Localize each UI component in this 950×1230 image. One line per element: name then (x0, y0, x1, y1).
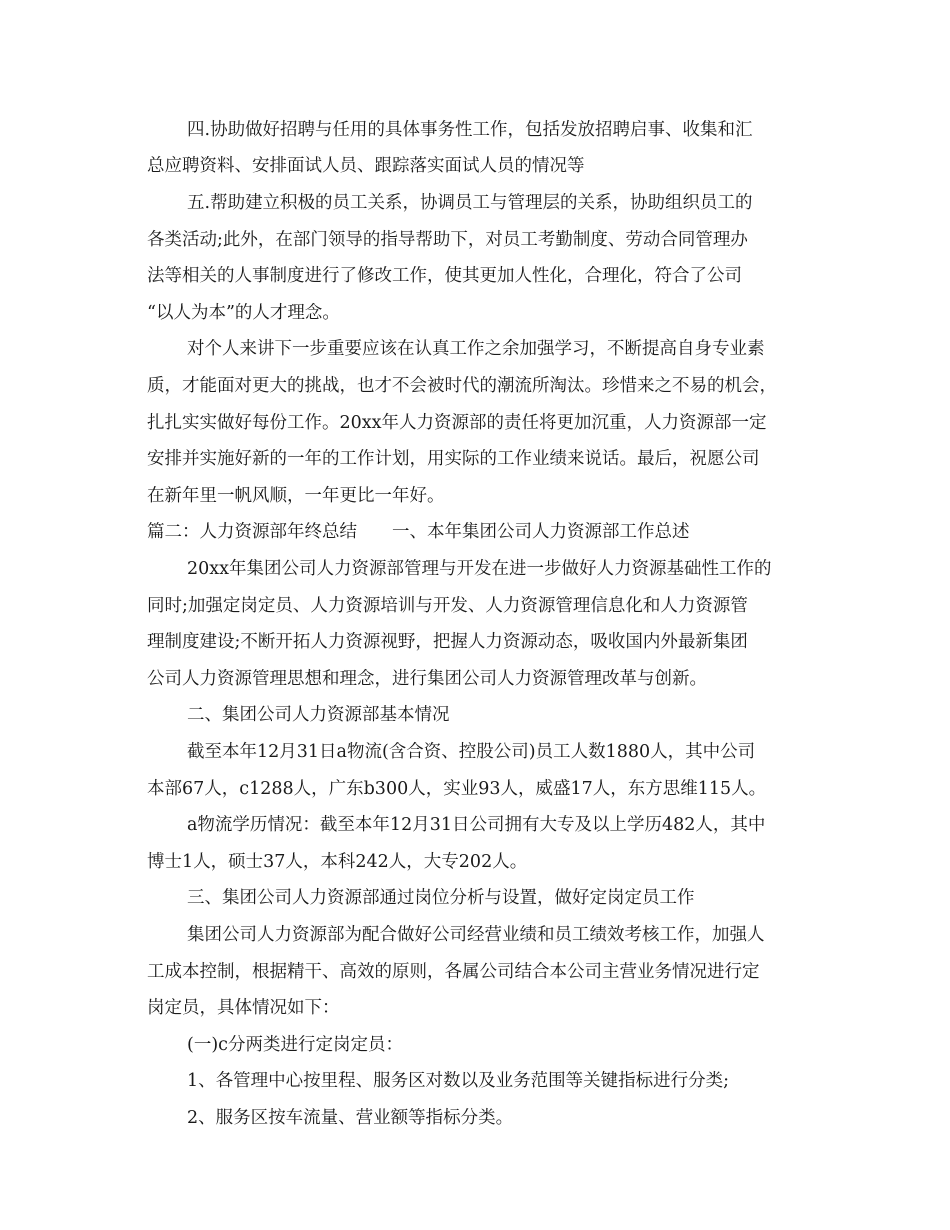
list-item-line: 1、各管理中心按里程、服务区对数以及业务范围等关键指标进行分类; (187, 1071, 730, 1091)
paragraph-line: 安排并实施好新的一年的工作计划，用实际的工作业绩来说话。最后，祝愿公司 (147, 449, 760, 469)
paragraph-line: 同时;加强定岗定员、人力资源培训与开发、人力资源管理信息化和人力资源管 (147, 596, 748, 616)
paragraph-line: 在新年里一帆风顺，一年更比一年好。 (147, 486, 445, 506)
paragraph-line: 20xx年集团公司人力资源部管理与开发在进一步做好人力资源基础性工作的 (187, 559, 772, 579)
paragraph-line: 理制度建设;不断开拓人力资源视野，把握人力资源动态，吸收国内外最新集团 (147, 632, 748, 652)
paragraph-line: 博士1人，硕士37人，本科242人，大专202人。 (147, 852, 528, 872)
paragraph-line: 公司人力资源管理思想和理念，进行集团公司人力资源管理改革与创新。 (147, 669, 707, 689)
paragraph-line: a物流学历情况：截至本年12月31日公司拥有大专及以上学历482人，其中 (187, 815, 766, 835)
section-heading-line: 二、集团公司人力资源部基本情况 (187, 705, 450, 725)
paragraph-line: 法等相关的人事制度进行了修改工作，使其更加人性化，合理化，符合了公司 (147, 266, 742, 286)
paragraph-line: 五.帮助建立积极的员工关系，协调员工与管理层的关系，协助组织员工的 (187, 193, 753, 213)
paragraph-line: 工成本控制，根据精干、高效的原则，各属公司结合本公司主营业务情况进行定 (147, 962, 760, 982)
paragraph-line: 截至本年12月31日a物流(含合资、控股公司)员工人数1880人，其中公司 (187, 742, 756, 762)
paragraph-line: 对个人来讲下一步重要应该在认真工作之余加强学习，不断提高自身专业素 (187, 339, 765, 359)
paragraph-line: 各类活动;此外，在部门领导的指导帮助下，对员工考勤制度、劳动合同管理办 (147, 230, 748, 250)
list-heading-line: (一)c分两类进行定岗定员： (187, 1035, 403, 1055)
paragraph-line: 四.协助做好招聘与任用的具体事务性工作，包括发放招聘启事、收集和汇 (187, 120, 753, 140)
list-item-line: 2、服务区按车流量、营业额等指标分类。 (187, 1108, 514, 1128)
section-heading-line: 篇二：人力资源部年终总结 一、本年集团公司人力资源部工作总述 (147, 522, 690, 542)
paragraph-line: 本部67人，c1288人，广东b300人，实业93人，威盛17人，东方思维115人。 (147, 779, 767, 799)
paragraph-line: 总应聘资料、安排面试人员、跟踪落实面试人员的情况等 (147, 156, 585, 176)
paragraph-line: “以人为本”的人才理念。 (147, 303, 340, 323)
paragraph-line: 集团公司人力资源部为配合做好公司经营业绩和员工绩效考核工作，加强人 (187, 925, 765, 945)
paragraph-line: 岗定员，具体情况如下： (147, 998, 340, 1018)
paragraph-line: 扎扎实实做好每份工作。20xx年人力资源部的责任将更加沉重，人力资源部一定 (147, 413, 767, 433)
section-heading-line: 三、集团公司人力资源部通过岗位分析与设置，做好定岗定员工作 (187, 888, 695, 908)
paragraph-line: 质，才能面对更大的挑战，也才不会被时代的潮流所淘汰。珍惜来之不易的机会， (147, 376, 777, 396)
